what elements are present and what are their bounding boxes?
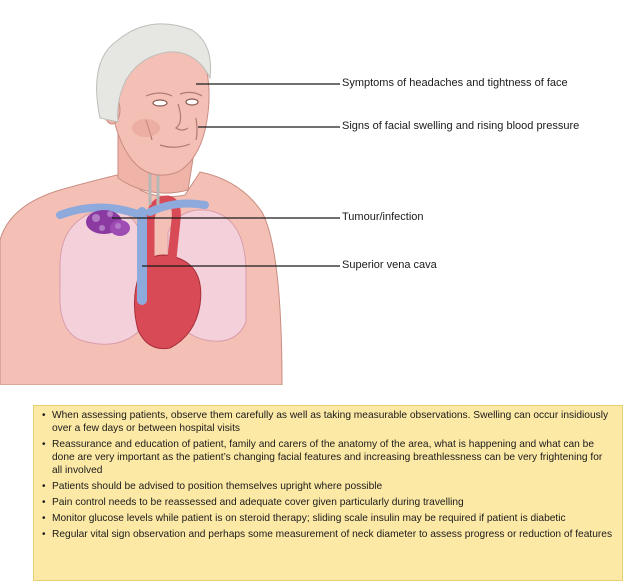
callout-facial-swelling: Signs of facial swelling and rising blood pressure [342,120,580,132]
nursing-notes-list [42,409,614,541]
callout-tumour: Tumour/infection [342,211,424,223]
cheek-flush [132,119,160,137]
list-item: • When assessing patients, observe them carefully as well as taking measurable observations. Swelling can occur insidiously over a few days or between hospital visits [42,409,614,435]
list-item: • Pain control needs to be reassessed and adequate cover given particularly during travelling [42,496,614,509]
list-item: • Monitor glucose levels while patient is on steroid therapy; sliding scale insulin may be required if patient is diabetic [42,512,614,525]
list-item: • Reassurance and education of patient, family and carers of the anatomy of the area, what is happening and what can be done are very important as the patient’s changing facial features and increasing breathlessness can be very frightening for all involved [42,438,614,477]
nursing-notes-box [33,405,623,581]
callout-superior-vena-cava: Superior vena cava [342,259,437,271]
callout-headaches: Symptoms of headaches and tightness of face [342,77,568,89]
list-item: • Patients should be advised to position themselves upright where possible [42,480,614,493]
list-item: • Regular vital sign observation and perhaps some measurement of neck diameter to assess progress or reduction of features [42,528,614,541]
